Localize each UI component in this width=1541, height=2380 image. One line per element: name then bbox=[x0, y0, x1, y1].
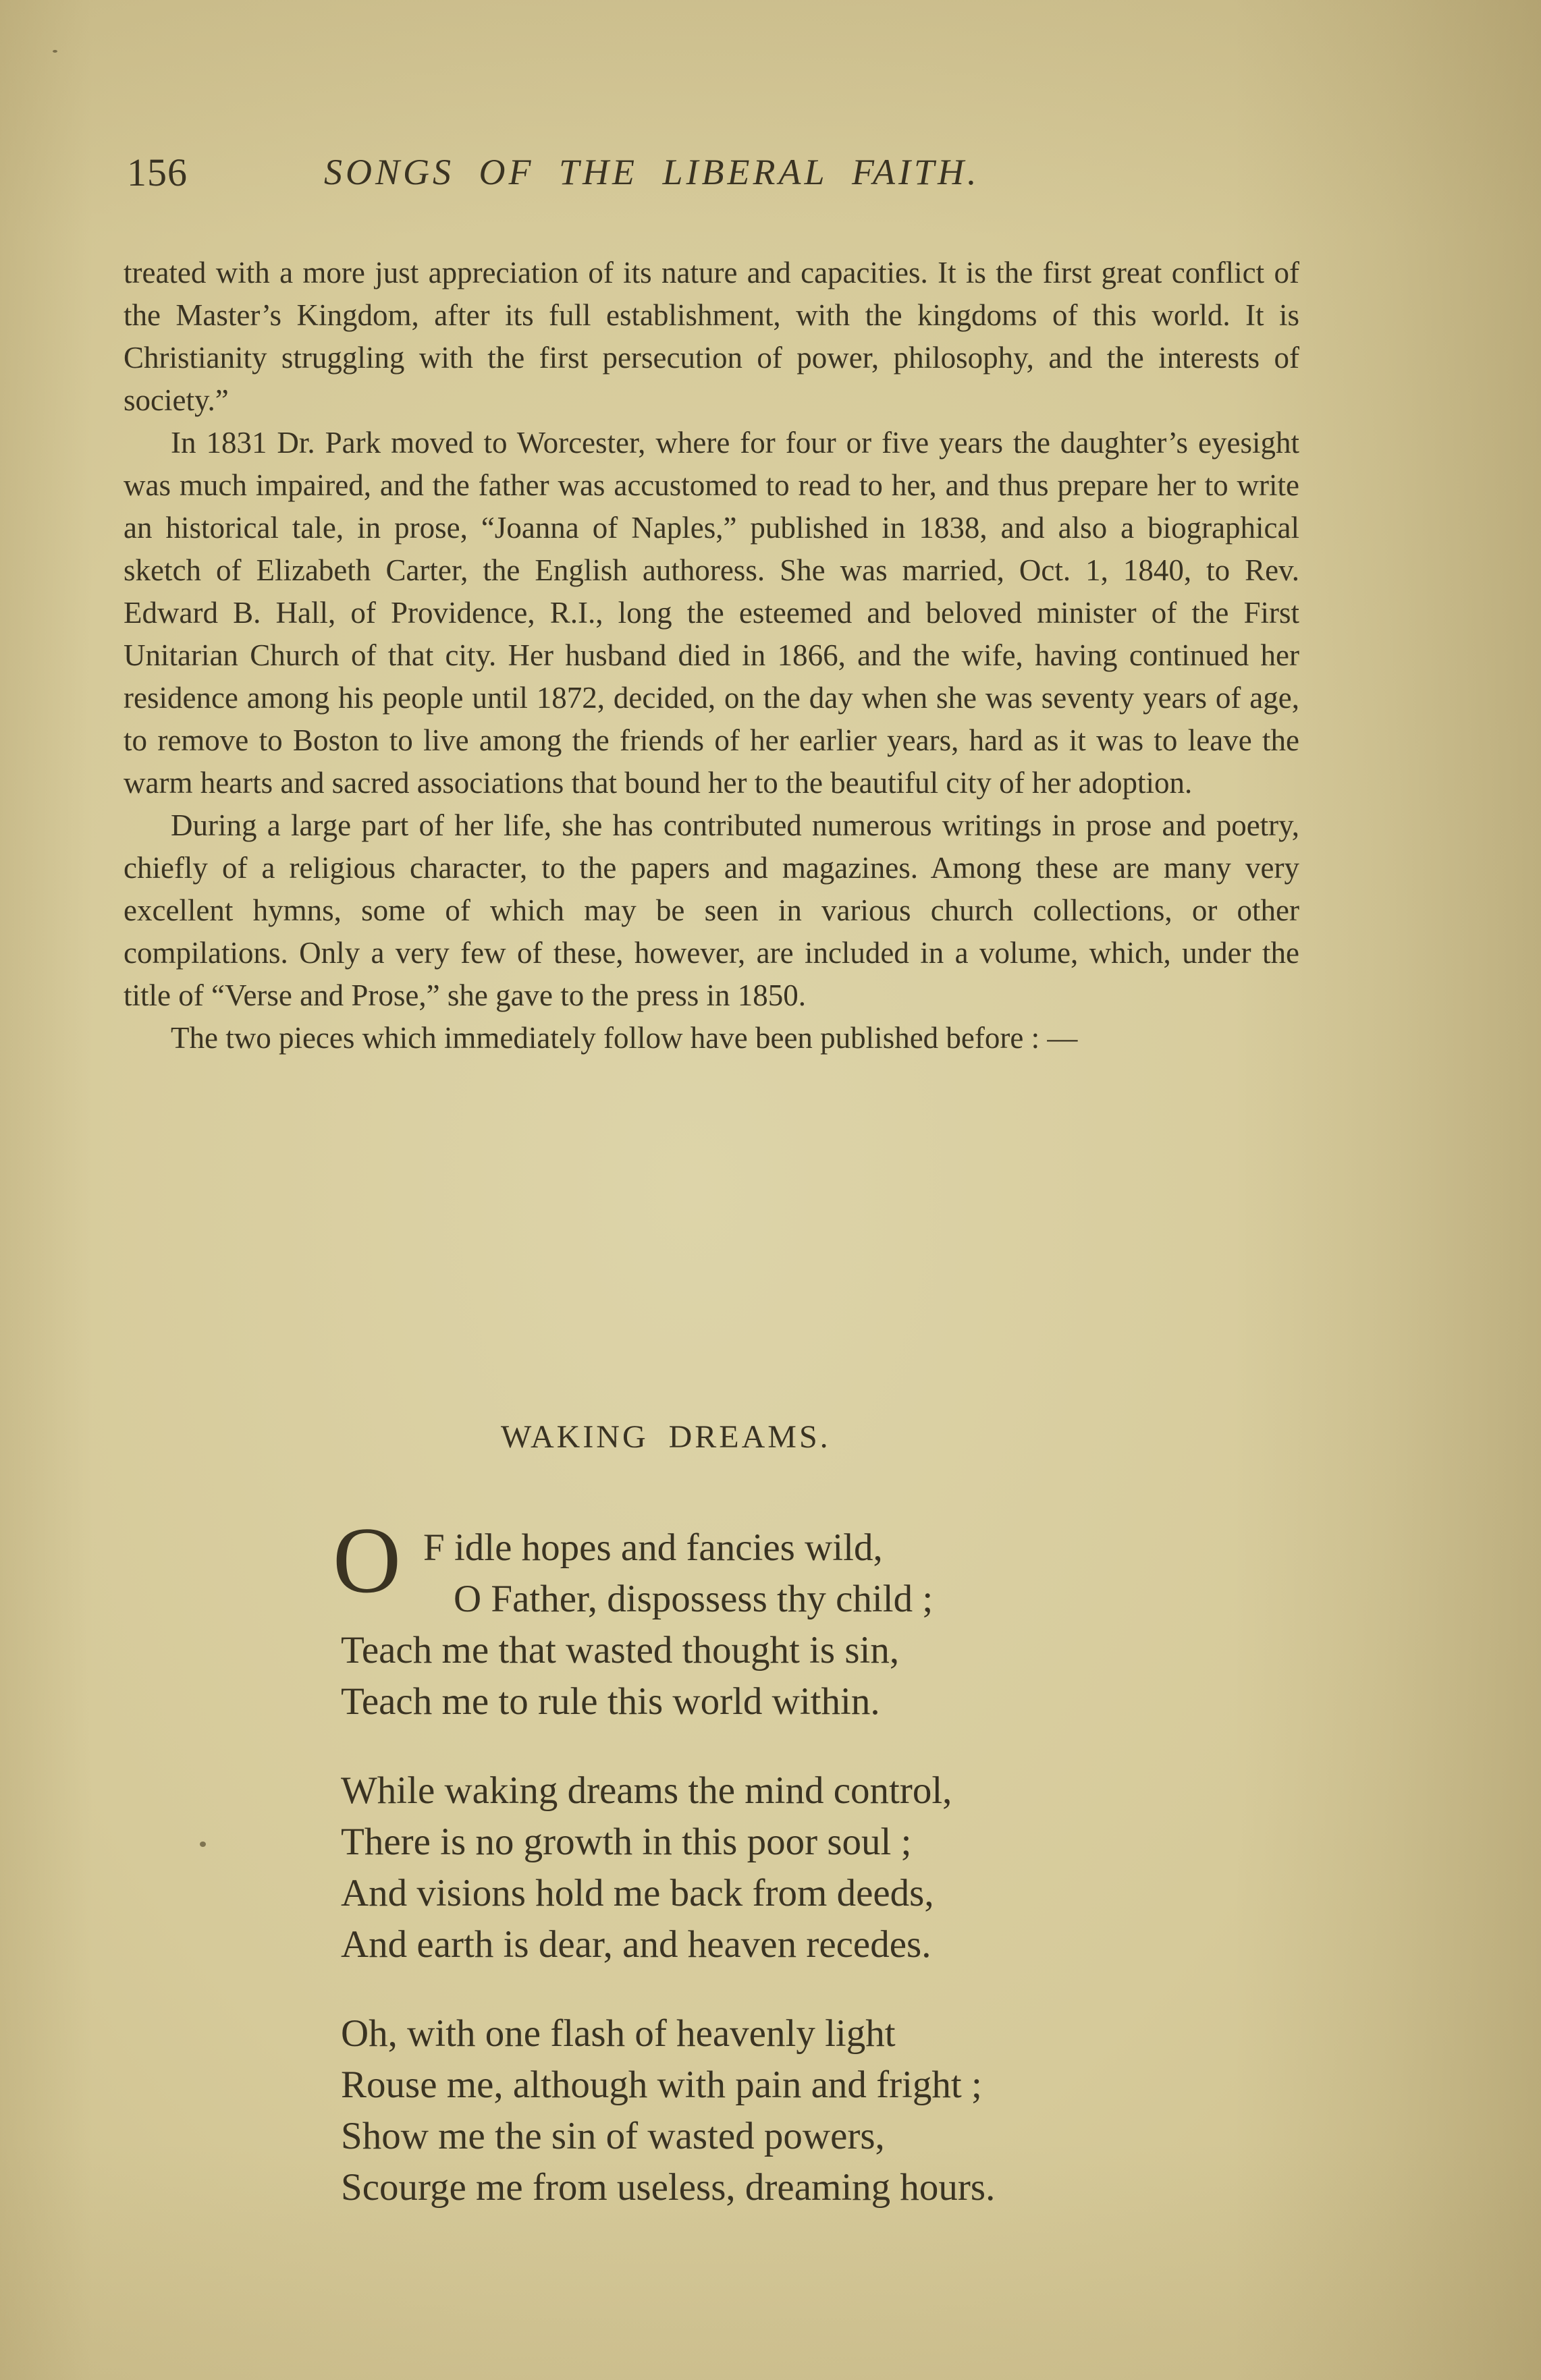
verse-line: There is no growth in this poor soul ; bbox=[341, 1821, 912, 1863]
verse-line: O Father, dispossess thy child ; bbox=[454, 1578, 934, 1620]
verse-line: Show me the sin of wasted powers, bbox=[341, 2115, 885, 2157]
running-head bbox=[127, 150, 1139, 197]
print-speck bbox=[53, 50, 57, 53]
paragraph: The two pieces which immediately follow have been published before : — bbox=[171, 1021, 1078, 1055]
stanza-2 bbox=[341, 1765, 1286, 1970]
verse-line: While waking dreams the mind control, bbox=[341, 1769, 952, 1812]
verse-line: Rouse me, although with pain and fright ; bbox=[341, 2064, 982, 2106]
stanza-1 bbox=[333, 1508, 1286, 1727]
verse-line: Teach me that wasted thought is sin, bbox=[341, 1629, 900, 1671]
paragraph: During a large part of her life, she has contributed numerous writings in prose and poetry, chiefly of a religious character, to the papers and magazines. Among these are many very excellent hymns, some of which may be seen in various church collections, or other compilations. Only a very few of these, however, are included in a volume, which, under the title of “Verse and Prose,” she gave to the press in 1850. bbox=[124, 808, 1299, 1012]
verse-line: And visions hold me back from deeds, bbox=[341, 1872, 934, 1914]
poem-title: WAKING DREAMS. bbox=[501, 1419, 831, 1455]
body-text bbox=[124, 252, 1299, 1059]
poem bbox=[333, 1508, 1286, 2251]
page-number: 156 bbox=[127, 150, 188, 194]
verse-text: F idle hopes and fancies wild, bbox=[423, 1526, 883, 1569]
paragraph: In 1831 Dr. Park moved to Worcester, where for four or five years the daughter’s eyesight was much impaired, and the father was accustomed to read to her, and thus prepare her to write an historical tale, in prose, “Joanna of Naples,” published in 1838, and also a biographical sketch of Elizabeth Carter, the English authoress. She was married, Oct. 1, 1840, to Rev. Edward B. Hall, of Providence, R.I., long the esteemed and beloved minister of the First Unitarian Church of that city. Her husband died in 1866, and the wife, having continued her residence among his people until 1872, decided, on the day when she was seventy years of age, to remove to Boston to live among the friends of her earlier years, hard as it was to leave the warm hearts and sacred associations that bound her to the beautiful city of her adoption. bbox=[124, 426, 1299, 800]
verse-line: Scourge me from useless, dreaming hours. bbox=[341, 2166, 996, 2209]
verse-line: Oh, with one flash of heavenly light bbox=[341, 2012, 896, 2055]
paragraph: treated with a more just appreciation of its nature and capacities. It is the first great conflict of the Master’s Kingdom, after its full establishment, with the kingdoms of this world. It is Christianity struggling with the first persecution of power, philosophy, and the interests of society.” bbox=[124, 256, 1299, 417]
print-speck bbox=[200, 1842, 206, 1847]
verse-line: And earth is dear, and heaven recedes. bbox=[341, 1923, 931, 1966]
running-title: SONGS OF THE LIBERAL FAITH. bbox=[324, 152, 980, 192]
stanza-3 bbox=[341, 2008, 1286, 2213]
drop-cap: O bbox=[333, 1508, 402, 1613]
verse-line: Teach me to rule this world within. bbox=[341, 1680, 880, 1723]
